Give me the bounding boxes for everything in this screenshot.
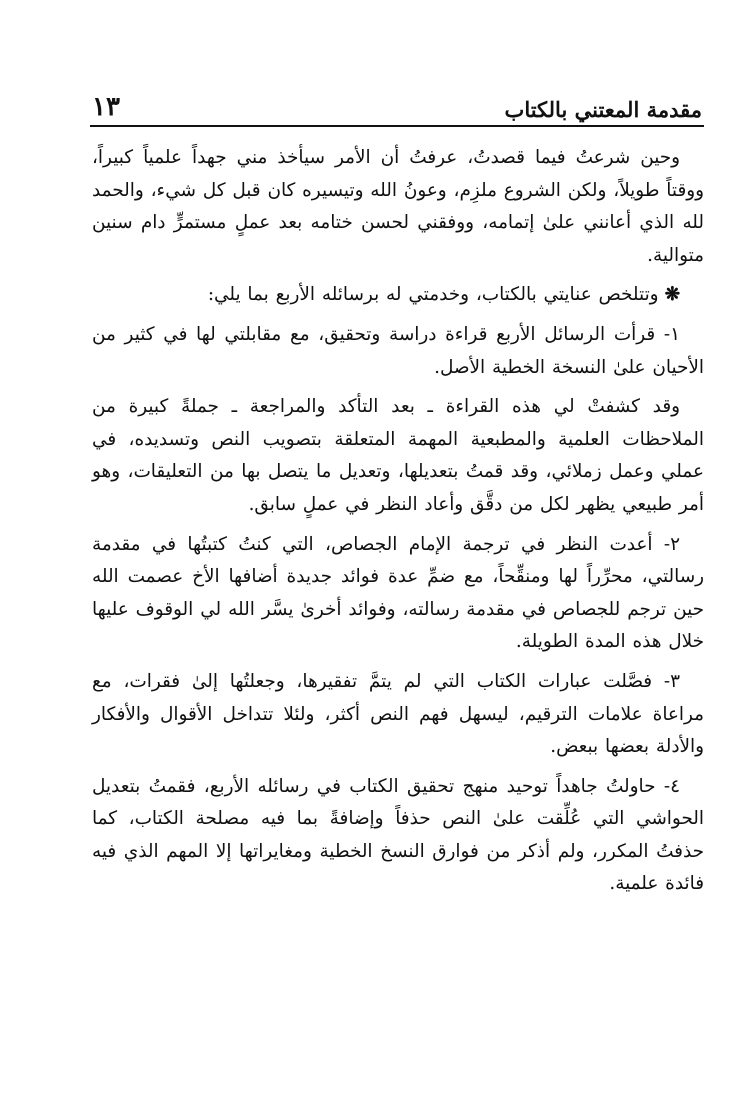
paragraph-item-1: ١- قرأت الرسائل الأربع قراءة دراسة وتحقيق، مع مقابلتي لها في كثير من الأحيان علىٰ النسخة الخطية الأصل. — [92, 323, 704, 378]
asterism-icon: ❋ — [664, 284, 680, 306]
paragraph-item-4: ٤- حاولتُ جاهداً توحيد منهج تحقيق الكتاب في رسائله الأربع، فقمتُ بتعديل الحواشي التي عُلِّقت علىٰ النص حذفاً وإضافةً بما فيه مصلحة الكتاب، كما حذفتُ المكرر، ولم أذكر من فوارق النسخ الخطية ومغايراتها إلا المهم الذي فيه فائدة علمية. — [92, 775, 704, 895]
header-rule — [90, 125, 704, 127]
paragraph-summary-text: وتتلخص عنايتي بالكتاب، وخدمتي له برسائله الأربع بما يلي: — [207, 284, 659, 306]
page-number: ١٣ — [92, 92, 120, 122]
paragraph-corrections: وقد كشفتْ لي هذه القراءة ـ بعد التأكد والمراجعة ـ جملةً كبيرة من الملاحظات العلمية والمطبعية المهمة المتعلقة بتصويب النص وتسديده، في عملي وعمل زملائي، وقد قمتُ بتعديلها، وتعديل ما يتصل بها من التعليقات، وهو أمر طبيعي يظهر لكل من دقَّق وأعاد النظر في عملٍ سابق. — [92, 396, 704, 515]
paragraph-item-2: ٢- أعدت النظر في ترجمة الإمام الجصاص، التي كنتُ كتبتُها في مقدمة رسالتي، محرِّراً لها ومنقِّحاً، مع ضمِّ عدة فوائد جديدة أضافها الأخ عصمت الله حين ترجم للجصاص في مقدمة رسالته، وفوائد أخرىٰ يسَّر الله لي الوقوف عليها خلال هذه المدة الطويلة. — [92, 533, 704, 653]
running-title: مقدمة المعتني بالكتاب — [504, 97, 702, 122]
paragraph-item-3: ٣- فصَّلت عبارات الكتاب التي لم يتمَّ تفقيرها، وجعلتُها إلىٰ فقرات، مع مراعاة علامات الترقيم، ليسهل فهم النص أكثر، ولئلا تتداخل الأقوال والأفكار والأدلة بعضها ببعض. — [92, 670, 704, 758]
body-text — [92, 142, 704, 908]
paragraph-intro: وحين شرعتُ فيما قصدتُ، عرفتُ أن الأمر سيأخذ مني جهداً علمياً كبيراً، ووقتاً طويلاً، ولكن الشروع ملزِم، وعونُ الله وتيسيره كان قبل كل شيء، والحمد لله الذي أعانني علىٰ إتمامه، ووفقني لحسن ختامه بعد عملٍ مستمرٍّ دام سنين متوالية. — [92, 147, 704, 266]
paragraph-summary — [92, 279, 704, 312]
page-header — [92, 82, 702, 120]
